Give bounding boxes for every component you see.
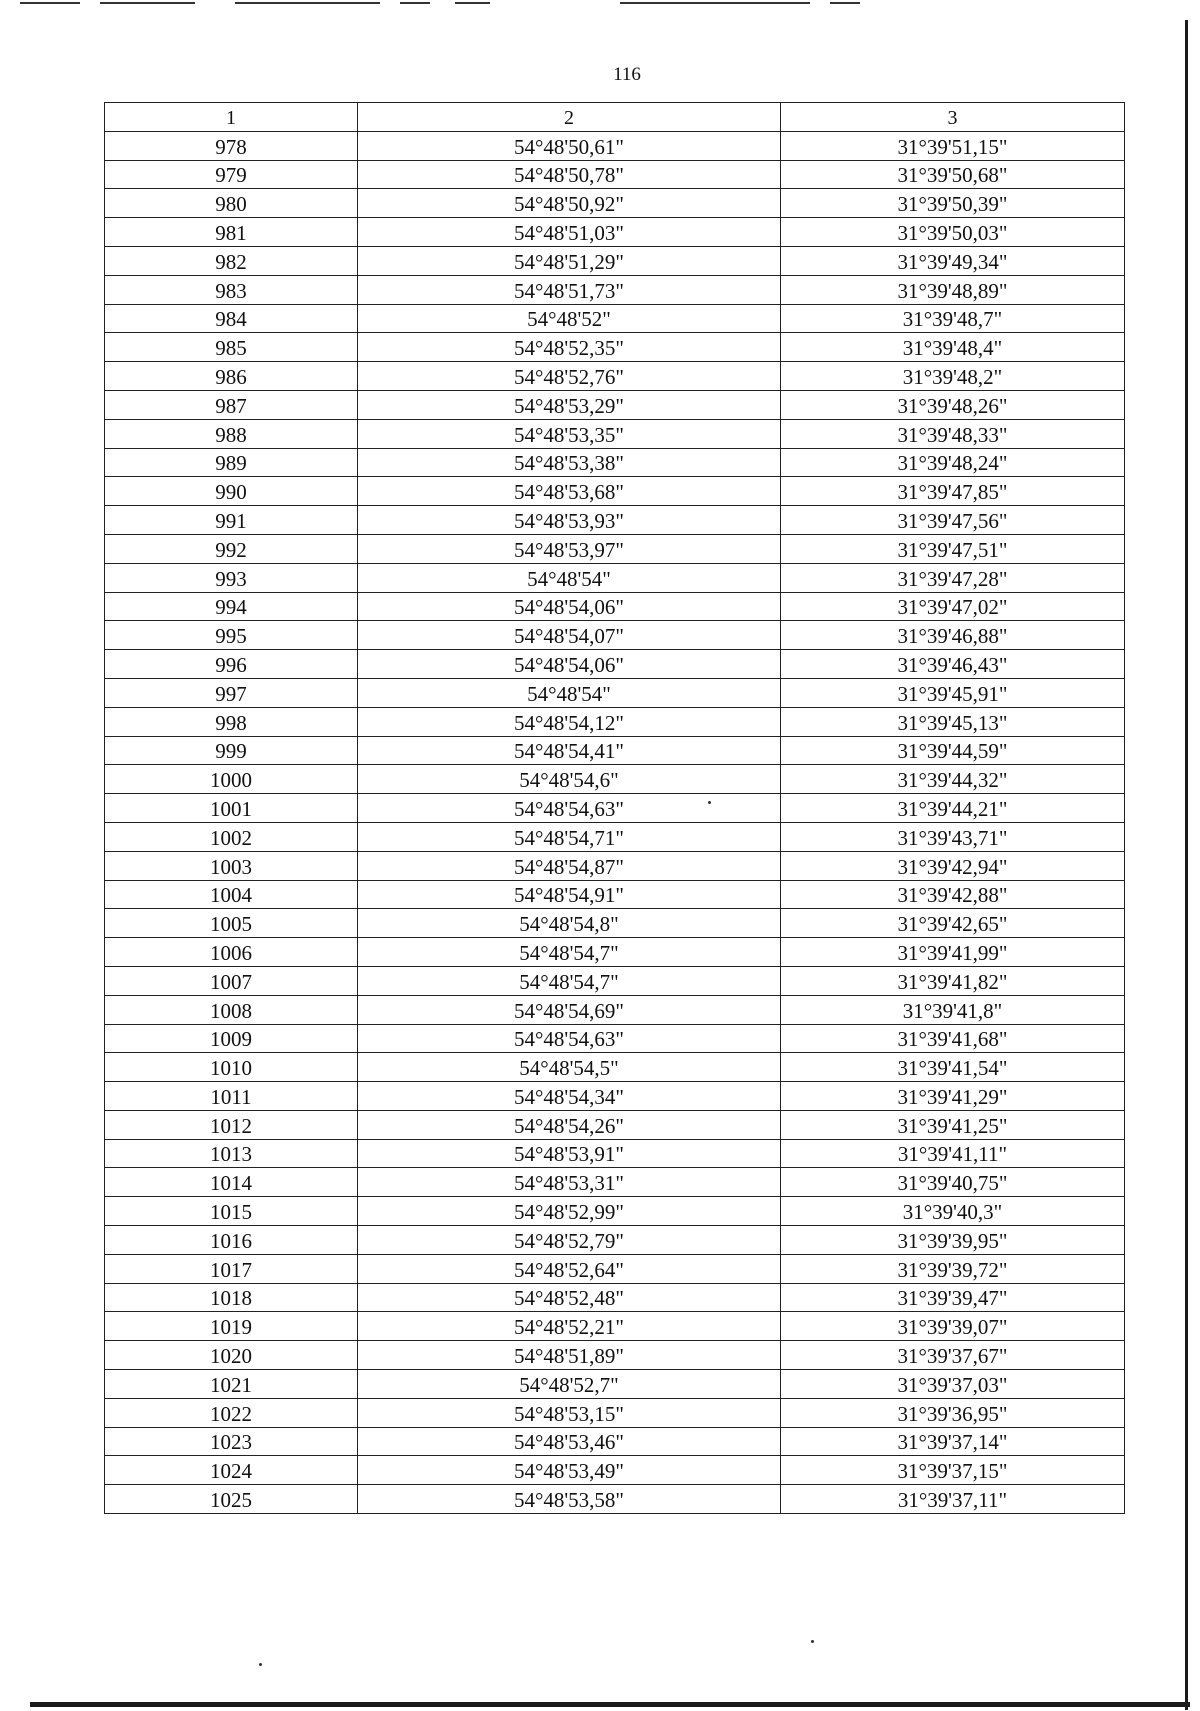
point-number-cell: 1000 xyxy=(105,765,358,794)
point-number-cell: 996 xyxy=(105,650,358,679)
speck xyxy=(259,1663,262,1666)
table-row xyxy=(105,390,1125,419)
point-number-cell: 1010 xyxy=(105,1053,358,1082)
table-row xyxy=(105,1226,1125,1255)
table-row xyxy=(105,938,1125,967)
longitude-cell: 31°39'50,03" xyxy=(781,218,1125,247)
longitude-cell: 31°39'42,65" xyxy=(781,909,1125,938)
latitude-cell: 54°48'51,73" xyxy=(358,275,781,304)
scan-edge-bottom xyxy=(30,1702,1190,1707)
table-row xyxy=(105,1427,1125,1456)
scan-edge-right xyxy=(1185,20,1188,1710)
longitude-cell: 31°39'50,39" xyxy=(781,189,1125,218)
table-row xyxy=(105,362,1125,391)
point-number-cell: 1007 xyxy=(105,966,358,995)
point-number-cell: 1018 xyxy=(105,1283,358,1312)
table-row xyxy=(105,1456,1125,1485)
longitude-cell: 31°39'46,43" xyxy=(781,650,1125,679)
table-row xyxy=(105,506,1125,535)
point-number-cell: 982 xyxy=(105,246,358,275)
table-row xyxy=(105,707,1125,736)
longitude-cell: 31°39'41,68" xyxy=(781,1024,1125,1053)
point-number-cell: 1017 xyxy=(105,1254,358,1283)
longitude-cell: 31°39'39,07" xyxy=(781,1312,1125,1341)
point-number-cell: 1025 xyxy=(105,1485,358,1514)
point-number-cell: 1015 xyxy=(105,1197,358,1226)
table-row xyxy=(105,448,1125,477)
point-number-cell: 1011 xyxy=(105,1082,358,1111)
longitude-cell: 31°39'39,72" xyxy=(781,1254,1125,1283)
latitude-cell: 54°48'54,69" xyxy=(358,995,781,1024)
longitude-cell: 31°39'41,99" xyxy=(781,938,1125,967)
longitude-cell: 31°39'42,94" xyxy=(781,851,1125,880)
latitude-cell: 54°48'51,89" xyxy=(358,1341,781,1370)
latitude-cell: 54°48'54,6" xyxy=(358,765,781,794)
longitude-cell: 31°39'48,7" xyxy=(781,304,1125,333)
longitude-cell: 31°39'43,71" xyxy=(781,822,1125,851)
table-row xyxy=(105,1370,1125,1399)
latitude-cell: 54°48'53,15" xyxy=(358,1398,781,1427)
table-row xyxy=(105,477,1125,506)
point-number-cell: 1022 xyxy=(105,1398,358,1427)
table-row xyxy=(105,621,1125,650)
latitude-cell: 54°48'54,5" xyxy=(358,1053,781,1082)
longitude-cell: 31°39'37,14" xyxy=(781,1427,1125,1456)
longitude-cell: 31°39'37,15" xyxy=(781,1456,1125,1485)
longitude-cell: 31°39'47,56" xyxy=(781,506,1125,535)
table-row xyxy=(105,304,1125,333)
table-row xyxy=(105,1053,1125,1082)
latitude-cell: 54°48'51,29" xyxy=(358,246,781,275)
longitude-cell: 31°39'44,32" xyxy=(781,765,1125,794)
latitude-cell: 54°48'54,07" xyxy=(358,621,781,650)
table-row xyxy=(105,1283,1125,1312)
longitude-cell: 31°39'47,85" xyxy=(781,477,1125,506)
latitude-cell: 54°48'54,41" xyxy=(358,736,781,765)
table-row xyxy=(105,246,1125,275)
longitude-cell: 31°39'48,2" xyxy=(781,362,1125,391)
point-number-cell: 984 xyxy=(105,304,358,333)
latitude-cell: 54°48'50,61" xyxy=(358,131,781,160)
point-number-cell: 1003 xyxy=(105,851,358,880)
point-number-cell: 1014 xyxy=(105,1168,358,1197)
point-number-cell: 999 xyxy=(105,736,358,765)
longitude-cell: 31°39'48,24" xyxy=(781,448,1125,477)
latitude-cell: 54°48'53,93" xyxy=(358,506,781,535)
longitude-cell: 31°39'46,88" xyxy=(781,621,1125,650)
longitude-cell: 31°39'36,95" xyxy=(781,1398,1125,1427)
table-row xyxy=(105,160,1125,189)
table-row xyxy=(105,189,1125,218)
longitude-cell: 31°39'41,29" xyxy=(781,1082,1125,1111)
point-number-cell: 992 xyxy=(105,534,358,563)
table-row xyxy=(105,218,1125,247)
longitude-cell: 31°39'48,4" xyxy=(781,333,1125,362)
point-number-cell: 1019 xyxy=(105,1312,358,1341)
table-row xyxy=(105,1168,1125,1197)
longitude-cell: 31°39'40,75" xyxy=(781,1168,1125,1197)
table-row xyxy=(105,1341,1125,1370)
point-number-cell: 1002 xyxy=(105,822,358,851)
table-row xyxy=(105,1398,1125,1427)
table-row xyxy=(105,822,1125,851)
latitude-cell: 54°48'52,35" xyxy=(358,333,781,362)
point-number-cell: 1009 xyxy=(105,1024,358,1053)
table-row xyxy=(105,592,1125,621)
point-number-cell: 995 xyxy=(105,621,358,650)
table-row xyxy=(105,678,1125,707)
table-row xyxy=(105,736,1125,765)
longitude-cell: 31°39'44,21" xyxy=(781,794,1125,823)
longitude-cell: 31°39'41,8" xyxy=(781,995,1125,1024)
longitude-cell: 31°39'41,82" xyxy=(781,966,1125,995)
latitude-cell: 54°48'52,79" xyxy=(358,1226,781,1255)
point-number-cell: 998 xyxy=(105,707,358,736)
column-header-3: 3 xyxy=(781,103,1125,132)
table-row xyxy=(105,794,1125,823)
longitude-cell: 31°39'39,47" xyxy=(781,1283,1125,1312)
latitude-cell: 54°48'54,06" xyxy=(358,650,781,679)
latitude-cell: 54°48'51,03" xyxy=(358,218,781,247)
point-number-cell: 980 xyxy=(105,189,358,218)
latitude-cell: 54°48'53,29" xyxy=(358,390,781,419)
longitude-cell: 31°39'47,51" xyxy=(781,534,1125,563)
latitude-cell: 54°48'53,58" xyxy=(358,1485,781,1514)
point-number-cell: 978 xyxy=(105,131,358,160)
point-number-cell: 979 xyxy=(105,160,358,189)
latitude-cell: 54°48'54,71" xyxy=(358,822,781,851)
latitude-cell: 54°48'53,46" xyxy=(358,1427,781,1456)
longitude-cell: 31°39'50,68" xyxy=(781,160,1125,189)
table-row xyxy=(105,131,1125,160)
table-row xyxy=(105,1485,1125,1514)
latitude-cell: 54°48'53,35" xyxy=(358,419,781,448)
column-header-1: 1 xyxy=(105,103,358,132)
latitude-cell: 54°48'53,91" xyxy=(358,1139,781,1168)
latitude-cell: 54°48'52" xyxy=(358,304,781,333)
point-number-cell: 997 xyxy=(105,678,358,707)
point-number-cell: 1020 xyxy=(105,1341,358,1370)
table-row xyxy=(105,880,1125,909)
latitude-cell: 54°48'54,8" xyxy=(358,909,781,938)
latitude-cell: 54°48'54,12" xyxy=(358,707,781,736)
longitude-cell: 31°39'47,28" xyxy=(781,563,1125,592)
longitude-cell: 31°39'45,91" xyxy=(781,678,1125,707)
table-row xyxy=(105,1312,1125,1341)
latitude-cell: 54°48'54" xyxy=(358,563,781,592)
table-body xyxy=(105,131,1125,1513)
latitude-cell: 54°48'52,21" xyxy=(358,1312,781,1341)
latitude-cell: 54°48'54,63" xyxy=(358,794,781,823)
latitude-cell: 54°48'54,7" xyxy=(358,966,781,995)
table-row xyxy=(105,333,1125,362)
point-number-cell: 987 xyxy=(105,390,358,419)
latitude-cell: 54°48'52,64" xyxy=(358,1254,781,1283)
table-row xyxy=(105,1110,1125,1139)
latitude-cell: 54°48'54,91" xyxy=(358,880,781,909)
latitude-cell: 54°48'54,7" xyxy=(358,938,781,967)
latitude-cell: 54°48'52,7" xyxy=(358,1370,781,1399)
point-number-cell: 1021 xyxy=(105,1370,358,1399)
point-number-cell: 994 xyxy=(105,592,358,621)
latitude-cell: 54°48'50,78" xyxy=(358,160,781,189)
point-number-cell: 989 xyxy=(105,448,358,477)
point-number-cell: 988 xyxy=(105,419,358,448)
longitude-cell: 31°39'39,95" xyxy=(781,1226,1125,1255)
longitude-cell: 31°39'37,11" xyxy=(781,1485,1125,1514)
table-row xyxy=(105,275,1125,304)
longitude-cell: 31°39'40,3" xyxy=(781,1197,1125,1226)
point-number-cell: 1016 xyxy=(105,1226,358,1255)
point-number-cell: 1001 xyxy=(105,794,358,823)
point-number-cell: 985 xyxy=(105,333,358,362)
latitude-cell: 54°48'52,99" xyxy=(358,1197,781,1226)
longitude-cell: 31°39'41,25" xyxy=(781,1110,1125,1139)
table-row xyxy=(105,1139,1125,1168)
point-number-cell: 993 xyxy=(105,563,358,592)
table-row xyxy=(105,765,1125,794)
table-row xyxy=(105,1024,1125,1053)
latitude-cell: 54°48'54,26" xyxy=(358,1110,781,1139)
point-number-cell: 986 xyxy=(105,362,358,391)
latitude-cell: 54°48'53,31" xyxy=(358,1168,781,1197)
point-number-cell: 1013 xyxy=(105,1139,358,1168)
longitude-cell: 31°39'48,26" xyxy=(781,390,1125,419)
longitude-cell: 31°39'48,33" xyxy=(781,419,1125,448)
longitude-cell: 31°39'45,13" xyxy=(781,707,1125,736)
longitude-cell: 31°39'37,67" xyxy=(781,1341,1125,1370)
longitude-cell: 31°39'51,15" xyxy=(781,131,1125,160)
point-number-cell: 991 xyxy=(105,506,358,535)
point-number-cell: 1005 xyxy=(105,909,358,938)
point-number-cell: 1012 xyxy=(105,1110,358,1139)
longitude-cell: 31°39'41,54" xyxy=(781,1053,1125,1082)
table-header-row xyxy=(105,103,1125,132)
latitude-cell: 54°48'53,97" xyxy=(358,534,781,563)
longitude-cell: 31°39'37,03" xyxy=(781,1370,1125,1399)
point-number-cell: 1004 xyxy=(105,880,358,909)
latitude-cell: 54°48'54" xyxy=(358,678,781,707)
point-number-cell: 1006 xyxy=(105,938,358,967)
latitude-cell: 54°48'50,92" xyxy=(358,189,781,218)
latitude-cell: 54°48'52,48" xyxy=(358,1283,781,1312)
table-row xyxy=(105,1197,1125,1226)
point-number-cell: 983 xyxy=(105,275,358,304)
table-row xyxy=(105,534,1125,563)
longitude-cell: 31°39'41,11" xyxy=(781,1139,1125,1168)
coordinates-table xyxy=(104,102,1125,1514)
point-number-cell: 1023 xyxy=(105,1427,358,1456)
latitude-cell: 54°48'54,06" xyxy=(358,592,781,621)
latitude-cell: 54°48'54,63" xyxy=(358,1024,781,1053)
table-row xyxy=(105,995,1125,1024)
table-row xyxy=(105,650,1125,679)
latitude-cell: 54°48'53,68" xyxy=(358,477,781,506)
page-number: 116 xyxy=(613,64,641,85)
speck xyxy=(811,1640,814,1643)
latitude-cell: 54°48'53,38" xyxy=(358,448,781,477)
longitude-cell: 31°39'42,88" xyxy=(781,880,1125,909)
point-number-cell: 1024 xyxy=(105,1456,358,1485)
point-number-cell: 981 xyxy=(105,218,358,247)
latitude-cell: 54°48'54,34" xyxy=(358,1082,781,1111)
table-row xyxy=(105,563,1125,592)
table-row xyxy=(105,851,1125,880)
latitude-cell: 54°48'53,49" xyxy=(358,1456,781,1485)
point-number-cell: 1008 xyxy=(105,995,358,1024)
table-row xyxy=(105,419,1125,448)
table-row xyxy=(105,909,1125,938)
column-header-2: 2 xyxy=(358,103,781,132)
table-row xyxy=(105,1082,1125,1111)
longitude-cell: 31°39'44,59" xyxy=(781,736,1125,765)
table-row xyxy=(105,966,1125,995)
point-number-cell: 990 xyxy=(105,477,358,506)
longitude-cell: 31°39'49,34" xyxy=(781,246,1125,275)
latitude-cell: 54°48'54,87" xyxy=(358,851,781,880)
scan-edge-top xyxy=(0,0,1200,8)
longitude-cell: 31°39'48,89" xyxy=(781,275,1125,304)
longitude-cell: 31°39'47,02" xyxy=(781,592,1125,621)
latitude-cell: 54°48'52,76" xyxy=(358,362,781,391)
table-row xyxy=(105,1254,1125,1283)
